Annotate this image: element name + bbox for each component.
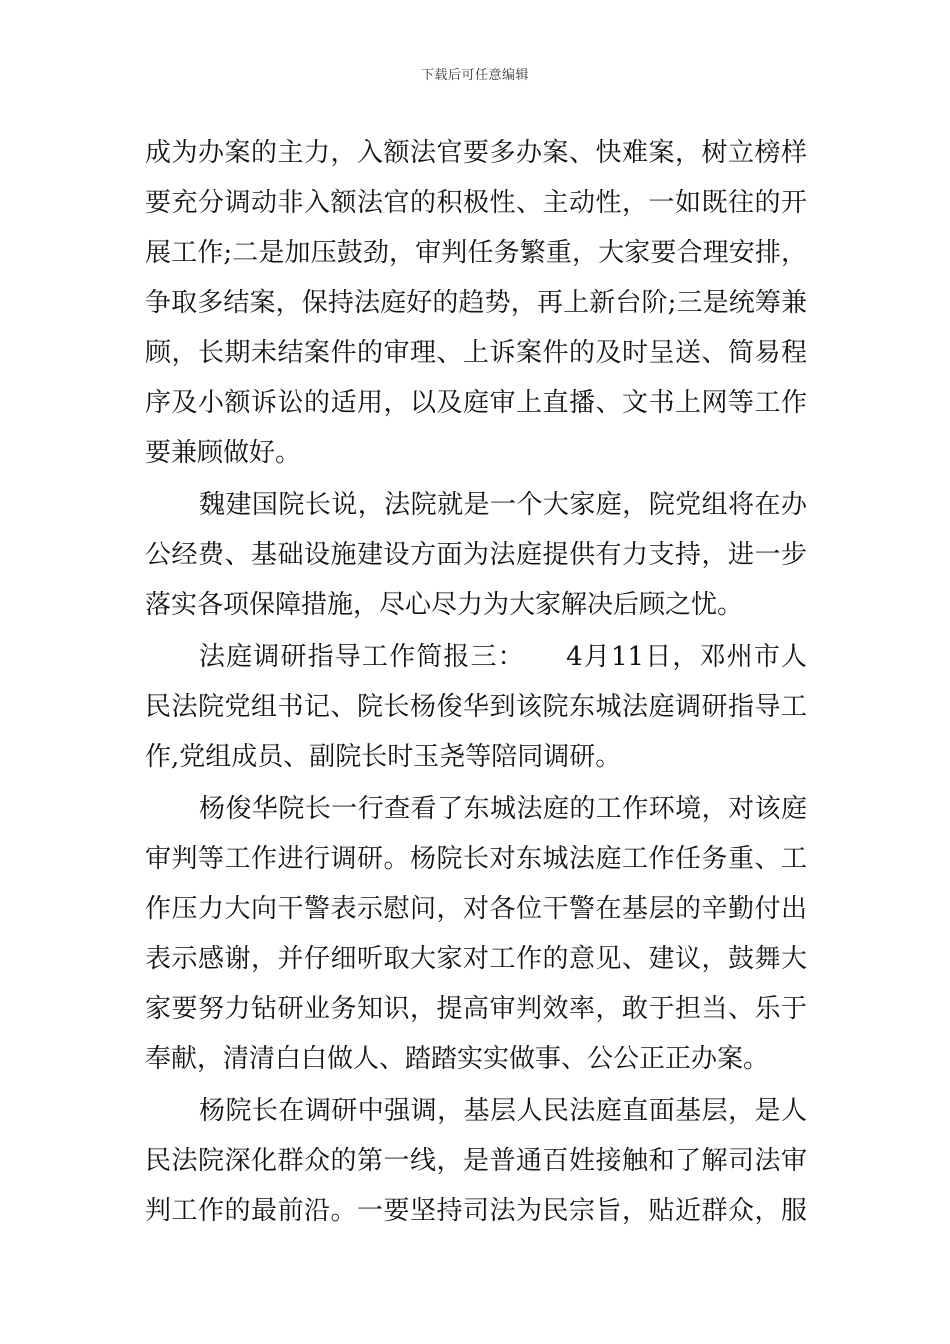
text-line: 魏建国院长说，法院就是一个大家庭，院党组将在办 [199,490,807,520]
text-line: 杨俊华院长一行查看了东城法庭的工作环境，对该庭 [199,794,807,824]
text-line: 要兼顾做好。 [145,438,302,468]
text-line: 民法院党组书记、院长杨俊华到该院东城法庭调研指导工 [145,692,807,722]
text-line: 审判等工作进行调研。杨院长对东城法庭工作任务重、工 [145,844,807,874]
text-line: 成为办案的主力，入额法官要多办案、快难案，树立榜样 [145,138,807,168]
text-line: 奉献，清清白白做人、踏踏实实做事、公公正正办案。 [145,1044,770,1074]
text-line: 序及小额诉讼的适用，以及庭审上直播、文书上网等工作 [145,388,807,418]
paragraph-2 [145,480,807,630]
text-line: 落实各项保障措施，尽心尽力为大家解决后顾之忧。 [145,590,744,620]
text-line: 判工作的最前沿。一要坚持司法为民宗旨，贴近群众，服 [145,1196,807,1226]
text-line: 争取多结案，保持法庭好的趋势，再上新台阶;三是统筹兼 [145,288,807,318]
text-line: 家要努力钻研业务知识，提高审判效率，敢于担当、乐于 [145,994,807,1024]
text-line: 杨院长在调研中强调，基层人民法庭直面基层，是人 [199,1096,807,1126]
page-header-note: 下载后可任意编辑 [420,68,529,83]
text-line: 公经费、基础设施建设方面为法庭提供有力支持，进一步 [145,540,807,570]
text-line: 民法院深化群众的第一线，是普通百姓接触和了解司法审 [145,1146,807,1176]
text-line: 作,党组成员、副院长时玉尧等陪同调研。 [145,742,622,772]
text-line: 法庭调研指导工作简报三： 4月11日，邓州市人 [199,642,807,672]
text-line: 作压力大向干警表示慰问，对各位干警在基层的辛勤付出 [145,894,807,924]
text-line: 顾，长期未结案件的审理、上诉案件的及时呈送、简易程 [145,338,807,368]
text-line: 展工作;二是加压鼓劲，审判任务繁重，大家要合理安排， [145,238,807,268]
text-line: 表示感谢，并仔细听取大家对工作的意见、建议，鼓舞大 [145,944,807,974]
document-body [145,128,807,1238]
paragraph-5 [145,1086,807,1236]
paragraph-4 [145,784,807,1084]
paragraph-3 [145,632,807,782]
text-line: 要充分调动非入额法官的积极性、主动性，一如既往的开 [145,188,807,218]
paragraph-1 [145,128,807,478]
